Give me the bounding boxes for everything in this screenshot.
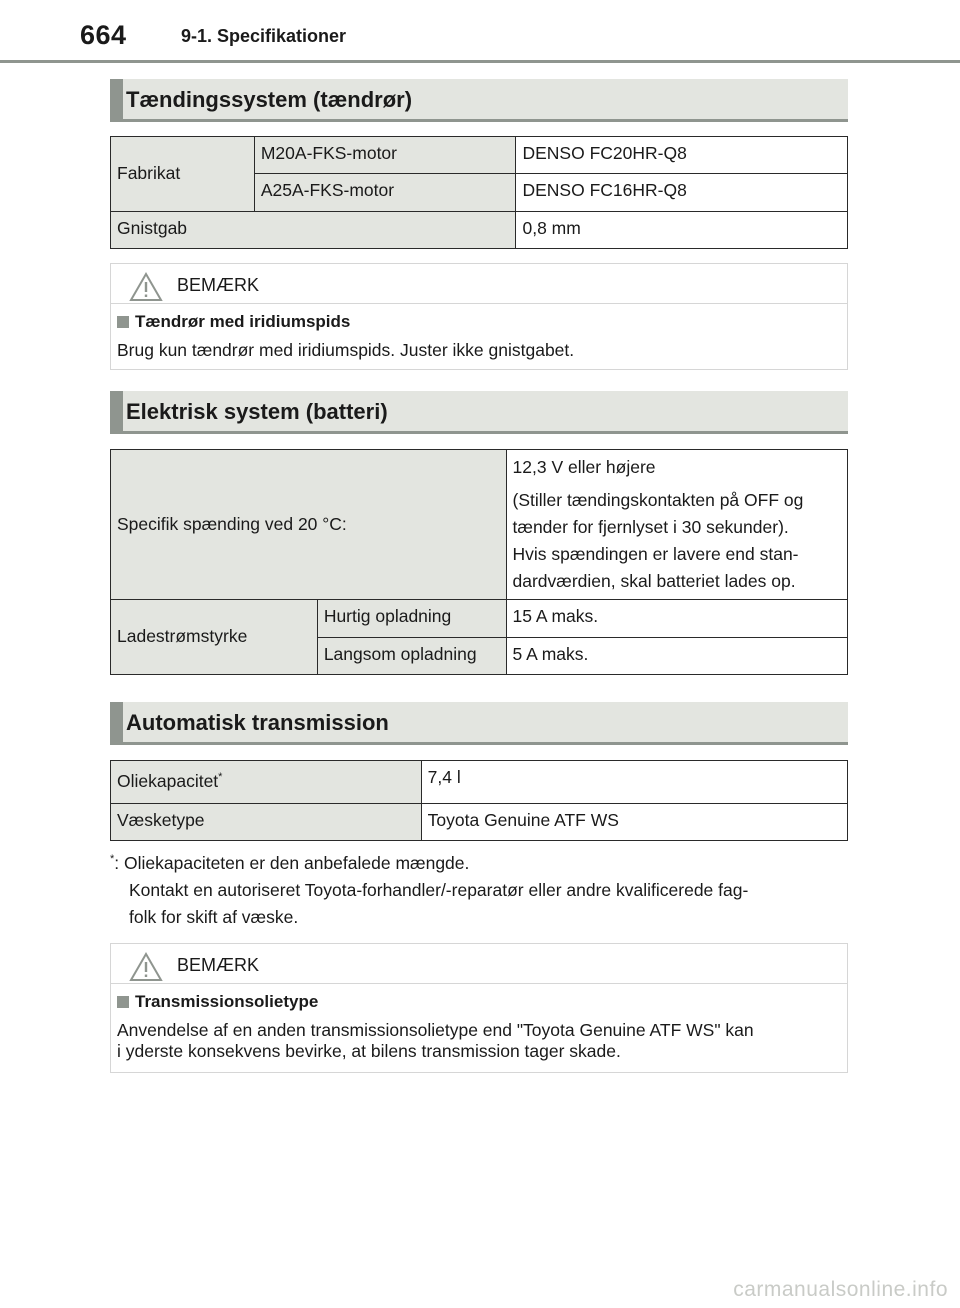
page-number: 664 xyxy=(80,20,127,50)
ignition-plug-2: DENSO FC16HR-Q8 xyxy=(516,174,848,212)
ignition-table xyxy=(110,136,848,249)
warning-triangle-icon xyxy=(129,952,163,982)
transmission-capacity-label-cell xyxy=(111,761,422,804)
battery-voltage-note-1: (Stiller tændingskontakten på OFF og xyxy=(512,490,804,510)
section-title-battery xyxy=(110,391,848,434)
footnote-line-1 xyxy=(110,846,848,877)
ignition-engine-2: A25A-FKS-motor xyxy=(254,174,516,212)
battery-voltage-label: Specifik spænding ved 20 °C: xyxy=(111,450,507,600)
notice-header xyxy=(111,264,847,304)
ignition-engine-1: M20A-FKS-motor xyxy=(254,137,516,174)
notice-label: BEMÆRK xyxy=(177,955,260,975)
notice-header xyxy=(111,944,847,984)
section-title-ignition xyxy=(110,79,848,122)
notice-box-transmission xyxy=(110,943,848,1073)
transmission-table xyxy=(110,760,848,841)
battery-charge-label: Ladestrømstyrke xyxy=(111,600,318,675)
footnote-line-2: Kontakt en autoriseret Toyota-forhandler/-reparatør eller andre kvalificerede fag- xyxy=(129,879,749,900)
section-title-transmission-text: Automatisk transmission xyxy=(126,710,389,735)
square-bullet-icon xyxy=(117,996,129,1008)
transmission-capacity-label: Oliekapacitet xyxy=(117,771,219,791)
notice-text-line-2: i yderste konsekvens bevirke, at bilens transmission tager skade. xyxy=(117,1041,621,1061)
header-divider xyxy=(0,60,960,63)
ignition-make-label: Fabrikat xyxy=(111,137,255,212)
notice-box-spark-plug xyxy=(110,263,848,370)
notice-subtitle xyxy=(117,992,841,1012)
ignition-gap-label: Gnistgab xyxy=(111,212,516,249)
footnote-line-3: folk for skift af væske. xyxy=(129,906,299,927)
battery-fast-value: 15 A maks. xyxy=(506,600,847,638)
page-header xyxy=(0,0,960,64)
battery-voltage-cell xyxy=(506,450,847,600)
square-bullet-icon xyxy=(117,316,129,328)
notice-text xyxy=(117,1020,841,1062)
section-reference: 9-1. Specifikationer xyxy=(181,26,347,46)
section-title-battery-text: Elektrisk system (batteri) xyxy=(126,399,388,424)
watermark: carmanualsonline.info xyxy=(733,1278,948,1301)
battery-slow-value: 5 A maks. xyxy=(506,638,847,675)
battery-slow-label: Langsom opladning xyxy=(317,638,506,675)
battery-voltage-note-3: Hvis spændingen er lavere end stan- xyxy=(512,544,799,564)
ignition-plug-1: DENSO FC20HR-Q8 xyxy=(516,137,848,174)
footnote-mark: * xyxy=(110,853,115,865)
transmission-capacity-value: 7,4 l xyxy=(421,761,847,804)
transmission-fluid-label: Væsketype xyxy=(111,804,422,841)
ignition-gap-value: 0,8 mm xyxy=(516,212,848,249)
warning-triangle-icon xyxy=(129,272,163,302)
notice-subtitle-text: Transmissionsolietype xyxy=(135,992,319,1011)
battery-voltage-note-2: tænder for fjernlyset i 30 sekunder). xyxy=(512,517,789,537)
footnote xyxy=(110,846,848,931)
battery-table xyxy=(110,449,848,675)
footnote-text-1: : Oliekapaciteten er den anbefalede mængde. xyxy=(114,852,470,873)
notice-text-line-1: Anvendelse af en anden transmissionsolietype end "Toyota Genuine ATF WS" kan xyxy=(117,1020,754,1040)
footnote-marker: * xyxy=(218,771,223,784)
notice-label: BEMÆRK xyxy=(177,275,260,295)
notice-subtitle xyxy=(117,312,841,332)
transmission-fluid-value: Toyota Genuine ATF WS xyxy=(421,804,847,841)
battery-fast-label: Hurtig opladning xyxy=(317,600,506,638)
battery-voltage-note-4: dardværdien, skal batteriet lades op. xyxy=(512,571,796,591)
notice-text: Brug kun tændrør med iridiumspids. Juster ikke gnistgabet. xyxy=(117,340,575,360)
section-title-transmission xyxy=(110,702,848,745)
notice-subtitle-text: Tændrør med iridiumspids xyxy=(135,312,351,331)
section-title-ignition-text: Tændingssystem (tændrør) xyxy=(126,87,413,112)
battery-voltage-value: 12,3 V eller højere xyxy=(512,457,656,477)
